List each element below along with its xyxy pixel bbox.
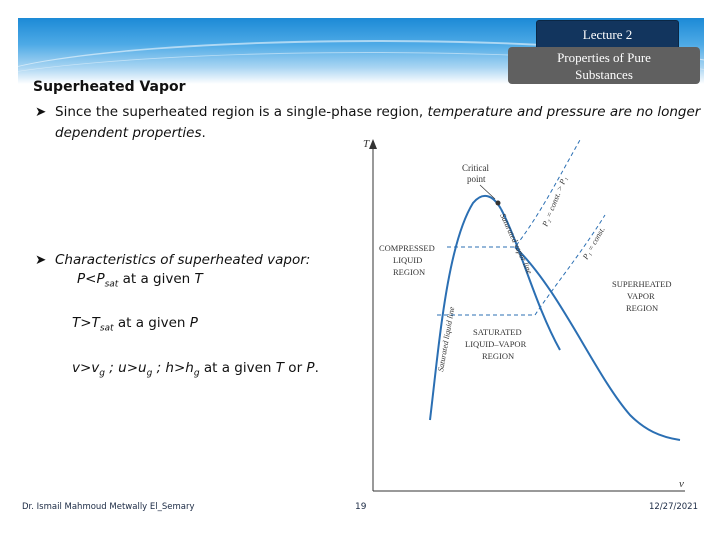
v-axis-label: v [679, 478, 684, 490]
footer-date: 12/27/2021 [649, 502, 698, 512]
cond-sub: g [99, 368, 106, 379]
sat-liquid-line-label: Saturated liquid line [436, 306, 457, 373]
p2-label: P₂ = const. > P₁ [540, 175, 569, 228]
p1-label: P₁ = const. [580, 225, 607, 261]
sat-vapor-line-label: Saturated vapor line [498, 212, 535, 276]
slide-heading: Superheated Vapor [33, 79, 186, 95]
bullet-end: . [201, 125, 206, 141]
cond-text: v>v [72, 360, 100, 376]
superheated-region-label: REGION [626, 303, 659, 313]
t-axis-label: T [363, 138, 370, 150]
saturated-region-label: LIQUID–VAPOR [465, 339, 527, 349]
topic-line-2: Substances [575, 67, 633, 82]
isobar-p1 [437, 215, 605, 315]
cond-text: . [314, 360, 319, 376]
lecture-label [536, 20, 679, 50]
condition-properties [72, 360, 319, 379]
arrow-bullet-icon: ➤ [35, 104, 47, 120]
cond-text: ; h>h [152, 360, 194, 376]
t-axis-arrowhead [369, 139, 377, 149]
bullet-text: Since the superheated region is a single-phase region, [55, 104, 424, 120]
cond-text: P<P [77, 271, 105, 287]
topic-line-1: Properties of Pure [557, 50, 651, 65]
cond-sub: sat [99, 323, 114, 334]
saturated-region-label: REGION [482, 351, 515, 361]
superheated-region-label: SUPERHEATED [612, 279, 672, 289]
critical-point-label: point [467, 174, 486, 184]
saturated-liquid-line [430, 196, 501, 420]
cond-text: or [284, 360, 307, 376]
cond-text: T [194, 271, 203, 287]
cond-text: ; u>u [105, 360, 147, 376]
superheated-curve [515, 247, 680, 440]
cond-text: T [275, 360, 285, 376]
topic-label [508, 47, 700, 84]
critical-point-label: Critical [462, 163, 489, 173]
compressed-region-label: COMPRESSED [379, 243, 435, 253]
critical-point-marker [496, 201, 501, 206]
bullet-text: Characteristics of superheated vapor: [55, 252, 311, 268]
arrow-bullet-icon: ➤ [35, 252, 47, 268]
cond-text: P [189, 315, 198, 331]
saturated-region-label: SATURATED [473, 327, 522, 337]
cond-sub: g [146, 368, 153, 379]
compressed-region-label: LIQUID [393, 255, 423, 265]
cond-sub: g [193, 368, 200, 379]
cond-sub: sat [104, 279, 119, 290]
superheated-region-label: VAPOR [627, 291, 655, 301]
bullet-characteristics [35, 250, 310, 271]
cond-text: T>T [72, 315, 100, 331]
footer-author: Dr. Ismail Mahmoud Metwally El_Semary [22, 502, 195, 512]
bullet-italic-text: temperature and pressure are no longer dependent properties [55, 104, 701, 141]
cond-text: at a given [113, 315, 190, 331]
condition-pressure [77, 271, 203, 290]
condition-temperature [72, 315, 198, 334]
cond-text: P [306, 360, 315, 376]
cond-text: at a given [118, 271, 195, 287]
compressed-region-label: REGION [393, 267, 426, 277]
footer-page-number: 19 [355, 502, 367, 512]
cond-text: at a given [199, 360, 276, 376]
t-v-diagram [355, 135, 690, 497]
lecture-text: Lecture 2 [582, 27, 633, 42]
